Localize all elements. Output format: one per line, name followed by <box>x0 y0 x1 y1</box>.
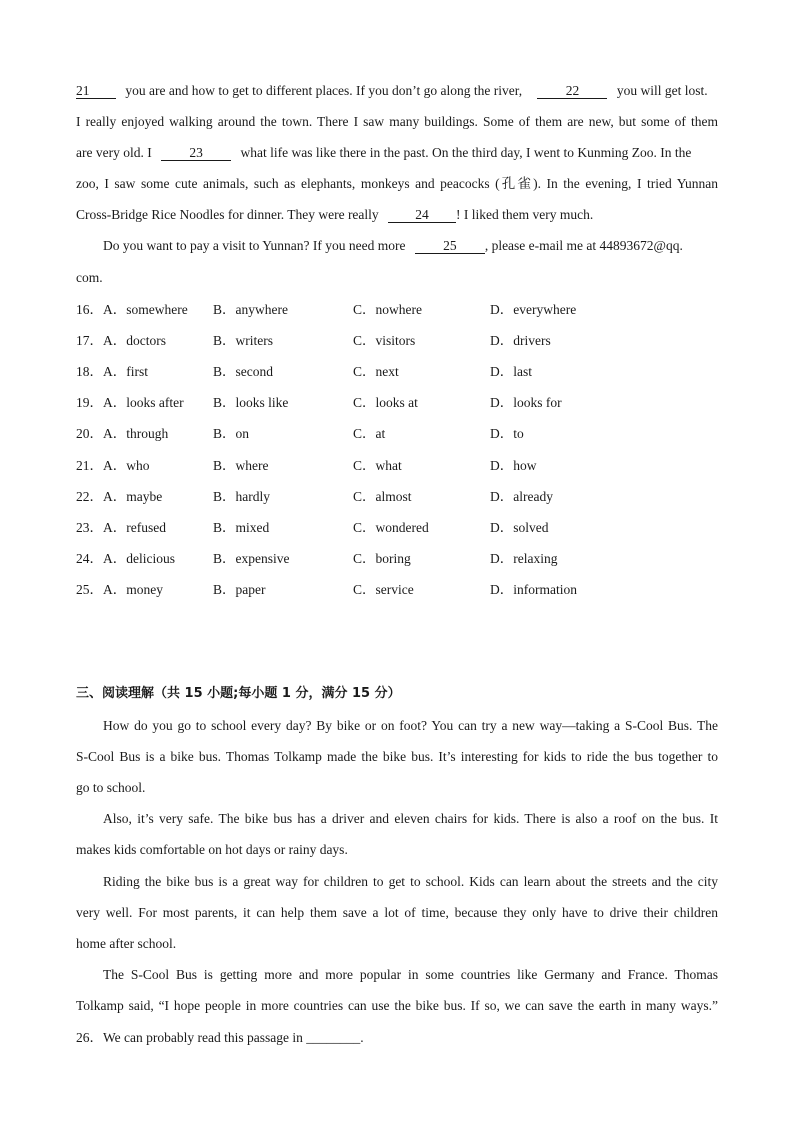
option-d[interactable]: D．solved <box>490 520 549 535</box>
option-a[interactable]: A．maybe <box>103 489 163 504</box>
option-d[interactable]: D．to <box>490 426 524 441</box>
option-c[interactable]: C．almost <box>353 489 412 504</box>
option-d[interactable]: D．everywhere <box>490 302 577 317</box>
option-b[interactable]: B．where <box>213 458 269 473</box>
option-c[interactable]: C．wondered <box>353 520 429 535</box>
passage-text: you are and how to get to different places. If you don’t go along the river, <box>125 83 523 98</box>
blank-23: 23 <box>161 145 231 161</box>
passage-text: Cross-Bridge Rice Noodles for dinner. They were really <box>76 207 379 222</box>
passage-line-6 <box>103 236 718 256</box>
passage-text: what life was like there in the past. On the third day, I went to Kunming Zoo. In the <box>240 145 692 160</box>
option-d[interactable]: D．drivers <box>490 333 551 348</box>
option-b[interactable]: B．looks like <box>213 395 289 410</box>
passage-text: are very old. I <box>76 145 152 160</box>
passage-line-5 <box>76 205 718 225</box>
passage-line-3 <box>76 143 718 163</box>
option-c[interactable]: C．boring <box>353 551 411 566</box>
passage-line-2: I really enjoyed walking around the town. There I saw many buildings. Some of them are new, but some of them <box>76 114 718 129</box>
passage-text: you will get lost. <box>616 83 708 98</box>
option-a[interactable]: A．through <box>103 426 169 441</box>
option-c[interactable]: C．nowhere <box>353 302 422 317</box>
option-c[interactable]: C．at <box>353 426 386 441</box>
option-d[interactable]: D．how <box>490 458 537 473</box>
passage-line-7: com. <box>76 270 103 285</box>
question-26: 26．We can probably read this passage in ________. <box>76 1030 364 1045</box>
question-number: 23． <box>76 520 103 535</box>
option-d[interactable]: D．last <box>490 364 532 379</box>
question-number: 18． <box>76 364 103 379</box>
option-b[interactable]: B．writers <box>213 333 273 348</box>
question-number: 16． <box>76 302 103 317</box>
reading-p3-line-1: Riding the bike bus is a great way for children to get to school. Kids can learn about the streets and the city <box>103 874 718 889</box>
option-c[interactable]: C．visitors <box>353 333 416 348</box>
option-c[interactable]: C．next <box>353 364 399 379</box>
blank-22: 22 <box>537 83 607 99</box>
option-d[interactable]: D．relaxing <box>490 551 558 566</box>
passage-text: ! I liked them very much. <box>456 207 594 222</box>
reading-p1-line-1: How do you go to school every day? By bike or on foot? You can try a new way—taking a S-Cool Bus. The <box>103 718 718 733</box>
reading-p4-line-1: The S-Cool Bus is getting more and more popular in some countries like Germany and France. Thomas <box>103 967 718 982</box>
reading-p3-line-3: home after school. <box>76 936 177 951</box>
question-number: 24． <box>76 551 103 566</box>
question-number: 22． <box>76 489 103 504</box>
option-a[interactable]: A．refused <box>103 520 166 535</box>
passage-line-1 <box>76 81 718 101</box>
option-d[interactable]: D．information <box>490 582 577 597</box>
passage-line-4: zoo, I saw some cute animals, such as elephants, monkeys and peacocks (孔雀). In the evening, I tried Yunnan <box>76 176 718 191</box>
question-number: 17． <box>76 333 103 348</box>
option-c[interactable]: C．what <box>353 458 402 473</box>
option-a[interactable]: A．first <box>103 364 148 379</box>
passage-text: Do you want to pay a visit to Yunnan? If you need more <box>103 238 406 253</box>
option-a[interactable]: A．somewhere <box>103 302 188 317</box>
option-b[interactable]: B．expensive <box>213 551 290 566</box>
section-title: 三、阅读理解（共 15 小题;每小题 1 分，满分 15 分） <box>76 686 401 701</box>
reading-p4-line-2: Tolkamp said, “I hope people in more countries can use the bike bus. If so, we can save the earth in many ways.” <box>76 998 718 1013</box>
option-c[interactable]: C．service <box>353 582 414 597</box>
question-number: 21． <box>76 458 103 473</box>
option-a[interactable]: A．looks after <box>103 395 184 410</box>
blank-24: 24 <box>388 207 456 223</box>
option-b[interactable]: B．mixed <box>213 520 270 535</box>
blank-21: 21 <box>76 83 116 99</box>
option-b[interactable]: B．anywhere <box>213 302 288 317</box>
blank-25: 25 <box>415 238 485 254</box>
reading-p1-line-2: S-Cool Bus is a bike bus. Thomas Tolkamp made the bike bus. It’s interesting for kids to ride the bus together to <box>76 749 718 764</box>
option-d[interactable]: D．looks for <box>490 395 562 410</box>
reading-p3-line-2: very well. For most parents, it can help them save a lot of time, because they only have to drive their children <box>76 905 718 920</box>
passage-text: , please e-mail me at 44893672@qq. <box>484 238 683 253</box>
question-number: 19． <box>76 395 103 410</box>
question-number: 25． <box>76 582 103 597</box>
option-a[interactable]: A．doctors <box>103 333 166 348</box>
reading-p2-line-2: makes kids comfortable on hot days or rainy days. <box>76 842 348 857</box>
option-d[interactable]: D．already <box>490 489 553 504</box>
option-c[interactable]: C．looks at <box>353 395 418 410</box>
option-b[interactable]: B．paper <box>213 582 266 597</box>
reading-p1-line-3: go to school. <box>76 780 146 795</box>
option-a[interactable]: A．money <box>103 582 163 597</box>
option-b[interactable]: B．on <box>213 426 250 441</box>
option-b[interactable]: B．hardly <box>213 489 270 504</box>
option-b[interactable]: B．second <box>213 364 273 379</box>
question-number: 20． <box>76 426 103 441</box>
option-a[interactable]: A．delicious <box>103 551 175 566</box>
reading-p2-line-1: Also, it’s very safe. The bike bus has a driver and eleven chairs for kids. There is also a roof on the bus. It <box>103 811 718 826</box>
option-a[interactable]: A．who <box>103 458 150 473</box>
